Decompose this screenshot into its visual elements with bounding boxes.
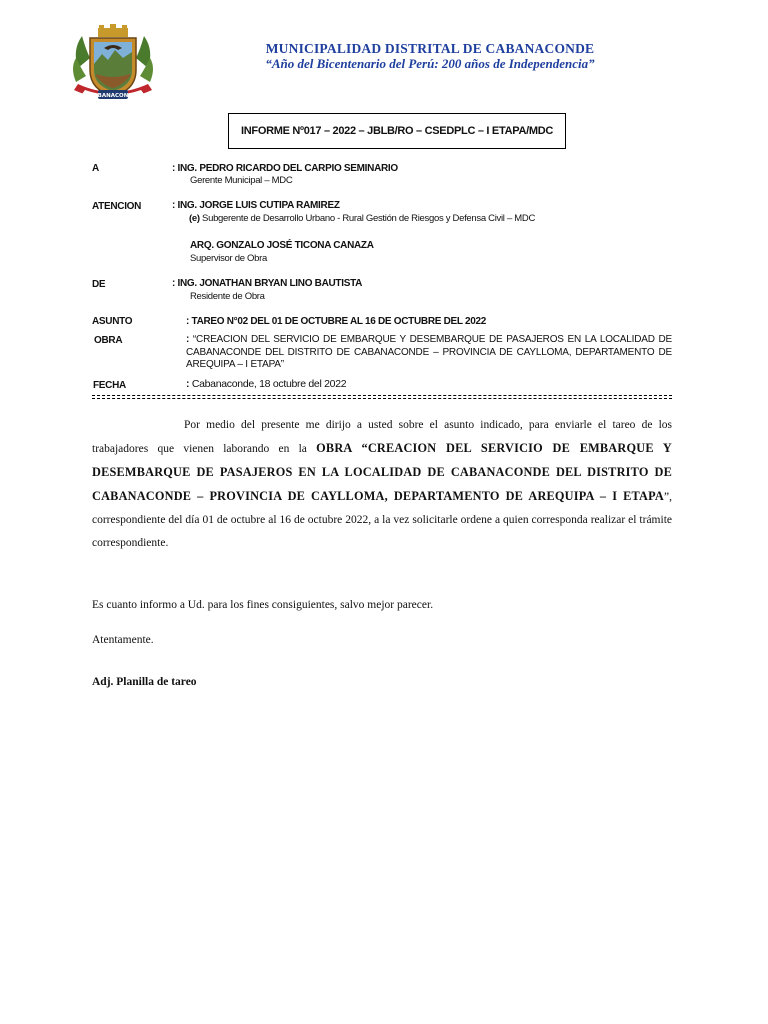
field-label-obra: OBRA <box>94 335 123 346</box>
field-label-asunto: ASUNTO <box>92 316 133 327</box>
body-obra-bold: OBRA “CREACION DEL SERVICIO DE EMBARQUE Y DESEMBARQUE DE PASAJEROS EN LA LOCALIDAD DE CABANACONDE DEL DISTRITO DE CABANACONDE – PROVINCIA DE CAYLLOMA, DEPARTAMENTO DE AREQUIPA – I ETAPA <box>92 441 673 503</box>
field-label-atencion: ATENCION <box>92 201 142 212</box>
field-value-a: : ING. PEDRO RICARDO DEL CARPIO SEMINARIO <box>172 163 398 174</box>
field-value-atencion: : ING. JORGE LUIS CUTIPA RAMIREZ <box>172 200 340 211</box>
body-intro: Por medio del presente me dirijo a usted sobre el asunto indicado, para enviarle el tareo de los trabajadores que vienen laborando en la <box>92 419 672 455</box>
closing-text: Es cuanto informo a Ud. para los fines consiguientes, salvo mejor parecer. <box>92 599 434 611</box>
obra-text: “CREACION DEL SERVICIO DE EMBARQUE Y DESEMBARQUE DE PASAJEROS EN LA LOCALIDAD DE CABANACONDE DEL DISTRITO DE CABANACONDE – PROVINCIA DE CAYLLOMA, DEPARTAMENTO DE AREQUIPA – I ETAPA” <box>186 334 672 370</box>
field-label-a: A <box>92 163 99 174</box>
fecha-colon: : <box>186 378 190 390</box>
field-value-de: : ING. JONATHAN BRYAN LINO BAUTISTA <box>172 278 363 289</box>
field-value-supervisor: ARQ. GONZALO JOSÉ TICONA CANAZA <box>190 240 374 251</box>
fecha-text: Cabanaconde, 18 octubre del 2022 <box>189 378 347 390</box>
informe-number-box <box>228 113 566 149</box>
regards-text: Atentamente. <box>92 634 154 646</box>
year-motto: “Año del Bicentenario del Perú: 200 años de Independencia” <box>265 56 595 71</box>
informe-number: INFORME Nº017 – 2022 – JBLB/RO – CSEDPLC – I ETAPA/MDC <box>241 125 553 137</box>
municipality-title: MUNICIPALIDAD DISTRITAL DE CABANACONDE <box>265 41 595 56</box>
body-paragraph <box>92 414 672 555</box>
field-label-de: DE <box>92 279 106 290</box>
svg-text:CABANACONDE: CABANACONDE <box>89 93 137 99</box>
field-role-de: Residente de Obra <box>190 291 265 302</box>
separator-line-2 <box>92 398 672 399</box>
field-value-fecha <box>186 378 346 390</box>
body-rest: ”, correspondiente del día 01 de octubre al 16 de octubre 2022, a la vez solicitarle ordene a quien corresponda realizar el trámite correspondiente. <box>92 491 672 549</box>
field-role-atencion <box>189 213 535 224</box>
field-role-supervisor: Supervisor de Obra <box>190 253 267 264</box>
field-value-asunto: : TAREO N°02 DEL 01 DE OCTUBRE AL 16 DE OCTUBRE DEL 2022 <box>186 316 487 327</box>
municipal-seal-icon <box>68 24 158 108</box>
role-prefix: (e) <box>189 213 200 224</box>
separator-line <box>92 395 672 396</box>
field-role-a: Gerente Municipal – MDC <box>190 175 293 186</box>
field-label-fecha: FECHA <box>93 380 126 391</box>
field-value-obra <box>186 334 672 372</box>
role-text: Subgerente de Desarrollo Urbano - Rural Gestión de Riesgos y Defensa Civil – MDC <box>199 213 536 224</box>
obra-colon: : <box>186 334 190 345</box>
attachment-text: Adj. Planilla de tareo <box>92 676 197 688</box>
